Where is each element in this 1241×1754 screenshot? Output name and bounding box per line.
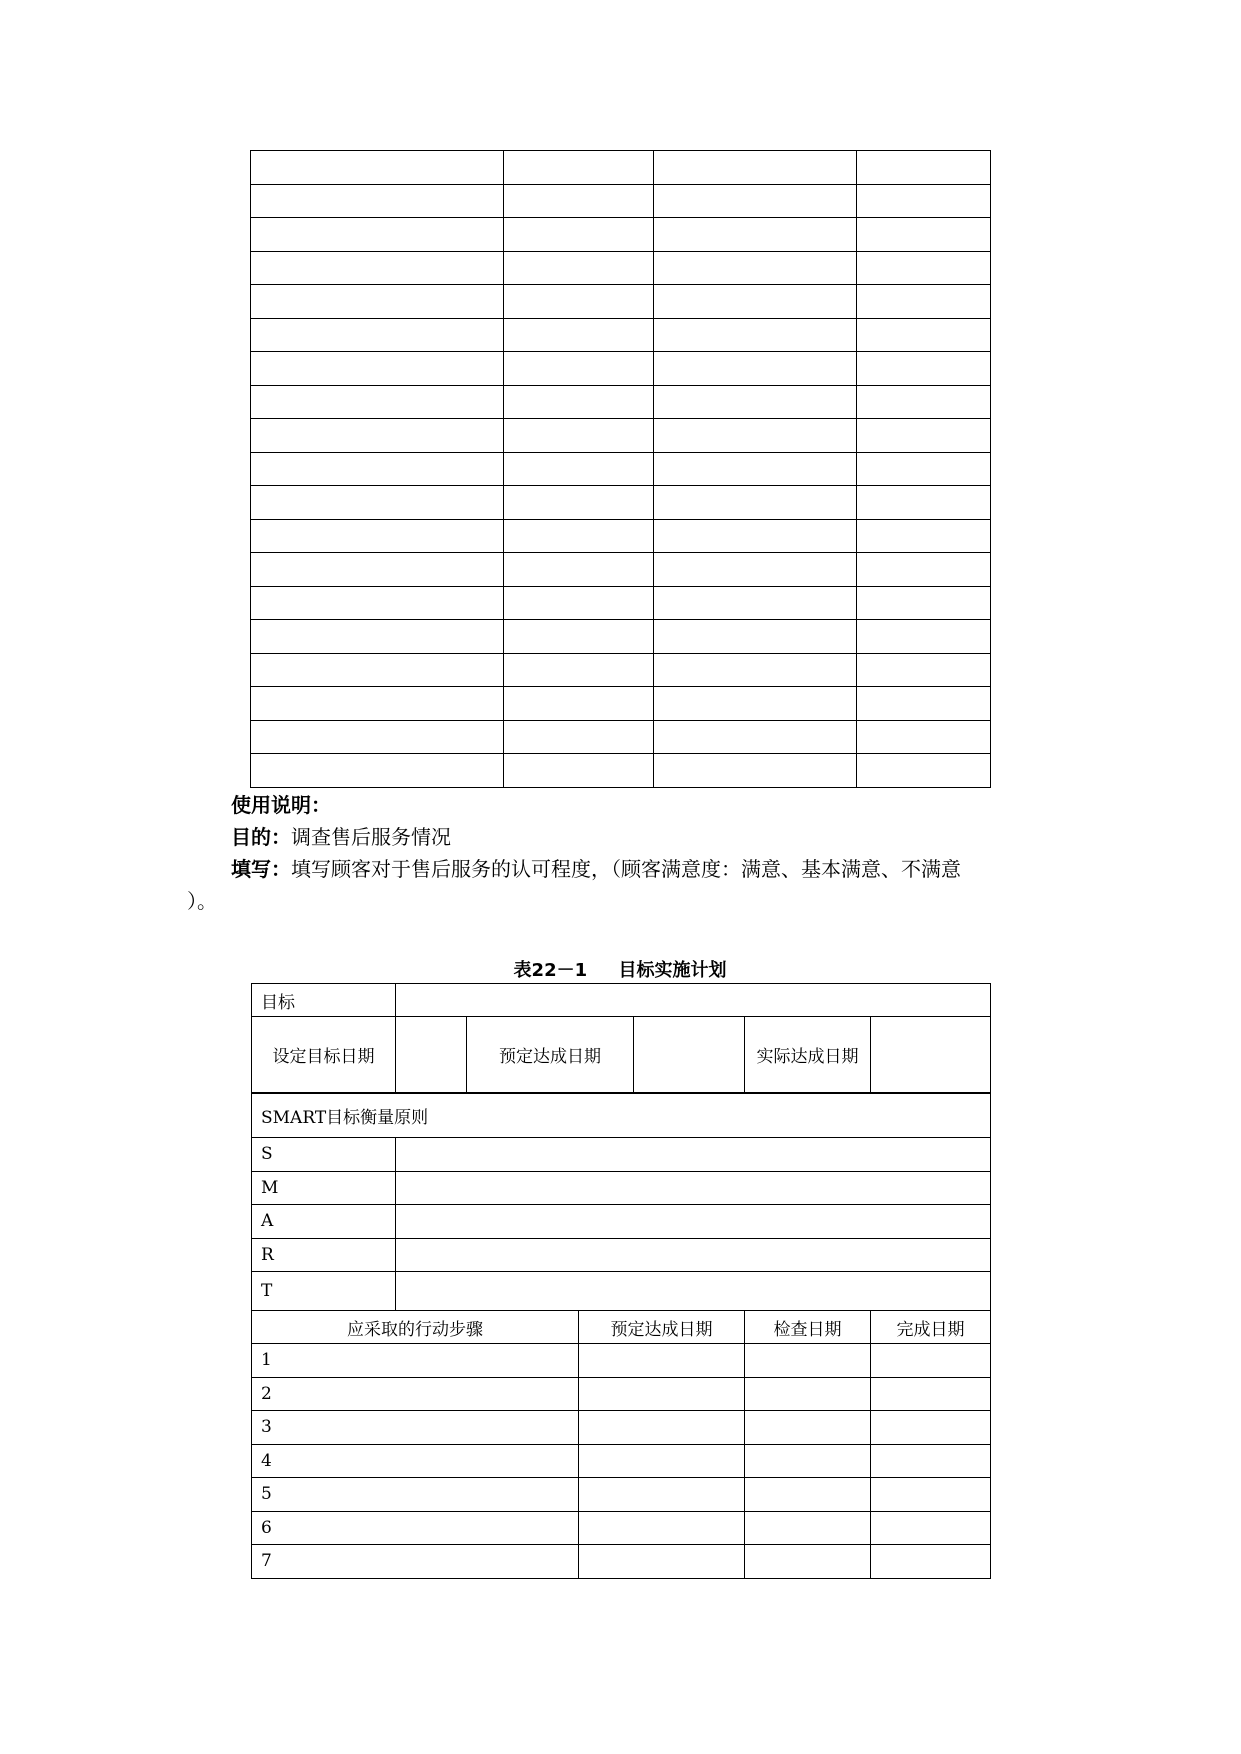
- table-cell[interactable]: [857, 653, 991, 687]
- table-cell[interactable]: [504, 318, 654, 352]
- step-check-date-cell[interactable]: [745, 1344, 871, 1378]
- step-complete-date-cell[interactable]: [871, 1377, 991, 1411]
- steps-header: 应采取的行动步骤: [252, 1311, 579, 1344]
- table-cell[interactable]: [654, 352, 857, 386]
- table-cell[interactable]: [251, 151, 504, 185]
- table-cell[interactable]: [251, 184, 504, 218]
- table-row: [251, 687, 991, 721]
- table-row: [251, 318, 991, 352]
- table-cell[interactable]: [251, 519, 504, 553]
- table-cell[interactable]: [654, 586, 857, 620]
- step-planned-date-cell[interactable]: [579, 1411, 745, 1445]
- table-row: [251, 184, 991, 218]
- step-number: 5: [252, 1478, 579, 1512]
- table-cell[interactable]: [654, 285, 857, 319]
- table-cell[interactable]: [251, 486, 504, 520]
- step-check-date-cell[interactable]: [745, 1444, 871, 1478]
- complete-date-header: 完成日期: [871, 1311, 991, 1344]
- smart-letter-m: M: [252, 1171, 396, 1205]
- action-step-row: [252, 1511, 991, 1545]
- table-cell[interactable]: [504, 419, 654, 453]
- step-number: 2: [252, 1377, 579, 1411]
- table-cell[interactable]: [504, 620, 654, 654]
- table-cell[interactable]: [857, 452, 991, 486]
- action-step-row: [252, 1344, 991, 1378]
- table-cell[interactable]: [504, 452, 654, 486]
- goal-value-cell[interactable]: [396, 984, 991, 1017]
- fill-text: 填写顾客对于售后服务的认可程度，（顾客满意度：满意、基本满意、不满意: [291, 857, 961, 881]
- step-complete-date-cell[interactable]: [871, 1411, 991, 1445]
- table-cell[interactable]: [857, 720, 991, 754]
- table-cell[interactable]: [504, 352, 654, 386]
- table-row: [251, 352, 991, 386]
- table-cell[interactable]: [251, 218, 504, 252]
- smart-letter-s: S: [252, 1138, 396, 1172]
- steps-planned-date-header: 预定达成日期: [579, 1311, 745, 1344]
- table-cell[interactable]: [504, 184, 654, 218]
- table-cell[interactable]: [654, 519, 857, 553]
- table-cell[interactable]: [251, 419, 504, 453]
- table-cell[interactable]: [857, 251, 991, 285]
- set-date-value-cell[interactable]: [396, 1017, 467, 1094]
- action-step-row: [252, 1377, 991, 1411]
- table-row: [251, 720, 991, 754]
- table-cell[interactable]: [857, 352, 991, 386]
- purpose-line: [231, 825, 451, 849]
- step-check-date-cell[interactable]: [745, 1411, 871, 1445]
- table-cell[interactable]: [857, 419, 991, 453]
- table-row: [251, 452, 991, 486]
- smart-letter-t: T: [252, 1272, 396, 1311]
- table-cell[interactable]: [654, 218, 857, 252]
- table-cell[interactable]: [857, 687, 991, 721]
- table-row: [251, 251, 991, 285]
- step-planned-date-cell[interactable]: [579, 1511, 745, 1545]
- goal-plan-table: [251, 983, 991, 1579]
- smart-t-value-cell[interactable]: [396, 1272, 991, 1311]
- step-complete-date-cell[interactable]: [871, 1545, 991, 1579]
- smart-letter-a: A: [252, 1205, 396, 1239]
- table-cell[interactable]: [857, 218, 991, 252]
- table-cell[interactable]: [857, 151, 991, 185]
- step-check-date-cell[interactable]: [745, 1377, 871, 1411]
- table-cell[interactable]: [504, 653, 654, 687]
- table-cell[interactable]: [504, 285, 654, 319]
- table-cell[interactable]: [654, 452, 857, 486]
- step-planned-date-cell[interactable]: [579, 1444, 745, 1478]
- table-cell[interactable]: [251, 285, 504, 319]
- table-cell[interactable]: [251, 385, 504, 419]
- smart-letter-r: R: [252, 1238, 396, 1272]
- table-row: [251, 586, 991, 620]
- table-cell[interactable]: [251, 452, 504, 486]
- table-cell[interactable]: [251, 720, 504, 754]
- table-cell[interactable]: [857, 486, 991, 520]
- step-planned-date-cell[interactable]: [579, 1545, 745, 1579]
- step-complete-date-cell[interactable]: [871, 1478, 991, 1512]
- table-cell[interactable]: [251, 620, 504, 654]
- step-planned-date-cell[interactable]: [579, 1377, 745, 1411]
- step-number: 6: [252, 1511, 579, 1545]
- table-row: [251, 218, 991, 252]
- table-cell[interactable]: [654, 151, 857, 185]
- table-cell[interactable]: [654, 553, 857, 587]
- planned-date-value-cell[interactable]: [634, 1017, 745, 1094]
- table2-title: 表22－1 目标实施计划: [513, 960, 727, 981]
- table-row: [251, 419, 991, 453]
- usage-heading: 使用说明：: [231, 793, 331, 817]
- table-cell[interactable]: [251, 318, 504, 352]
- action-step-row: [252, 1411, 991, 1445]
- table-row: [251, 754, 991, 788]
- table-cell[interactable]: [857, 519, 991, 553]
- table-cell[interactable]: [504, 720, 654, 754]
- table-cell[interactable]: [857, 385, 991, 419]
- table-cell[interactable]: [251, 653, 504, 687]
- table-cell[interactable]: [857, 620, 991, 654]
- table-cell[interactable]: [654, 318, 857, 352]
- step-complete-date-cell[interactable]: [871, 1511, 991, 1545]
- smart-s-value-cell[interactable]: [396, 1138, 991, 1172]
- table-cell[interactable]: [504, 151, 654, 185]
- table-cell[interactable]: [654, 720, 857, 754]
- step-check-date-cell[interactable]: [745, 1478, 871, 1512]
- purpose-text: 调查售后服务情况: [291, 825, 451, 849]
- step-planned-date-cell[interactable]: [579, 1478, 745, 1512]
- fill-label: 填写：: [231, 857, 291, 881]
- smart-m-value-cell[interactable]: [396, 1171, 991, 1205]
- table-cell[interactable]: [504, 586, 654, 620]
- table-cell[interactable]: [857, 754, 991, 788]
- table-cell[interactable]: [251, 754, 504, 788]
- fill-text-tail: ）。: [187, 889, 217, 913]
- table-cell[interactable]: [654, 653, 857, 687]
- actual-date-label: 实际达成日期: [745, 1017, 871, 1094]
- step-complete-date-cell[interactable]: [871, 1344, 991, 1378]
- step-number: 3: [252, 1411, 579, 1445]
- table-cell[interactable]: [654, 754, 857, 788]
- smart-principle-label: SMART目标衡量原则: [252, 1093, 991, 1138]
- table-cell[interactable]: [504, 754, 654, 788]
- table-cell[interactable]: [654, 687, 857, 721]
- table-cell[interactable]: [504, 486, 654, 520]
- table-cell[interactable]: [857, 586, 991, 620]
- table-cell[interactable]: [504, 687, 654, 721]
- table-cell[interactable]: [654, 184, 857, 218]
- step-number: 4: [252, 1444, 579, 1478]
- action-step-row: [252, 1545, 991, 1579]
- table-cell[interactable]: [251, 251, 504, 285]
- table-cell[interactable]: [504, 251, 654, 285]
- table-row: [251, 486, 991, 520]
- table-row: [251, 553, 991, 587]
- table-row: [251, 151, 991, 185]
- table-cell[interactable]: [654, 419, 857, 453]
- step-complete-date-cell[interactable]: [871, 1444, 991, 1478]
- table-cell[interactable]: [857, 318, 991, 352]
- step-planned-date-cell[interactable]: [579, 1344, 745, 1378]
- table-cell[interactable]: [654, 385, 857, 419]
- table-cell[interactable]: [857, 285, 991, 319]
- table-row: [251, 620, 991, 654]
- action-step-row: [252, 1444, 991, 1478]
- table-cell[interactable]: [504, 519, 654, 553]
- table-row: [251, 653, 991, 687]
- table-cell[interactable]: [654, 620, 857, 654]
- table-cell[interactable]: [251, 586, 504, 620]
- step-number: 1: [252, 1344, 579, 1378]
- table-cell[interactable]: [654, 251, 857, 285]
- table-cell[interactable]: [857, 553, 991, 587]
- check-date-header: 检查日期: [745, 1311, 871, 1344]
- step-number: 7: [252, 1545, 579, 1579]
- blank-survey-table: [250, 150, 991, 788]
- table-row: [251, 285, 991, 319]
- table-cell[interactable]: [251, 553, 504, 587]
- actual-date-value-cell[interactable]: [871, 1017, 991, 1094]
- table-cell[interactable]: [504, 385, 654, 419]
- purpose-label: 目的：: [231, 825, 291, 849]
- step-check-date-cell[interactable]: [745, 1545, 871, 1579]
- smart-r-value-cell[interactable]: [396, 1238, 991, 1272]
- set-date-label: 设定目标日期: [252, 1017, 396, 1094]
- table-cell[interactable]: [504, 553, 654, 587]
- goal-label: 目标: [252, 984, 396, 1017]
- smart-a-value-cell[interactable]: [396, 1205, 991, 1239]
- table-row: [251, 519, 991, 553]
- action-step-row: [252, 1478, 991, 1512]
- planned-date-label: 预定达成日期: [467, 1017, 634, 1094]
- table-cell[interactable]: [857, 184, 991, 218]
- step-check-date-cell[interactable]: [745, 1511, 871, 1545]
- table-cell[interactable]: [654, 486, 857, 520]
- fill-line: [231, 857, 961, 881]
- table-cell[interactable]: [504, 218, 654, 252]
- table-row: [251, 385, 991, 419]
- table-cell[interactable]: [251, 352, 504, 386]
- table-cell[interactable]: [251, 687, 504, 721]
